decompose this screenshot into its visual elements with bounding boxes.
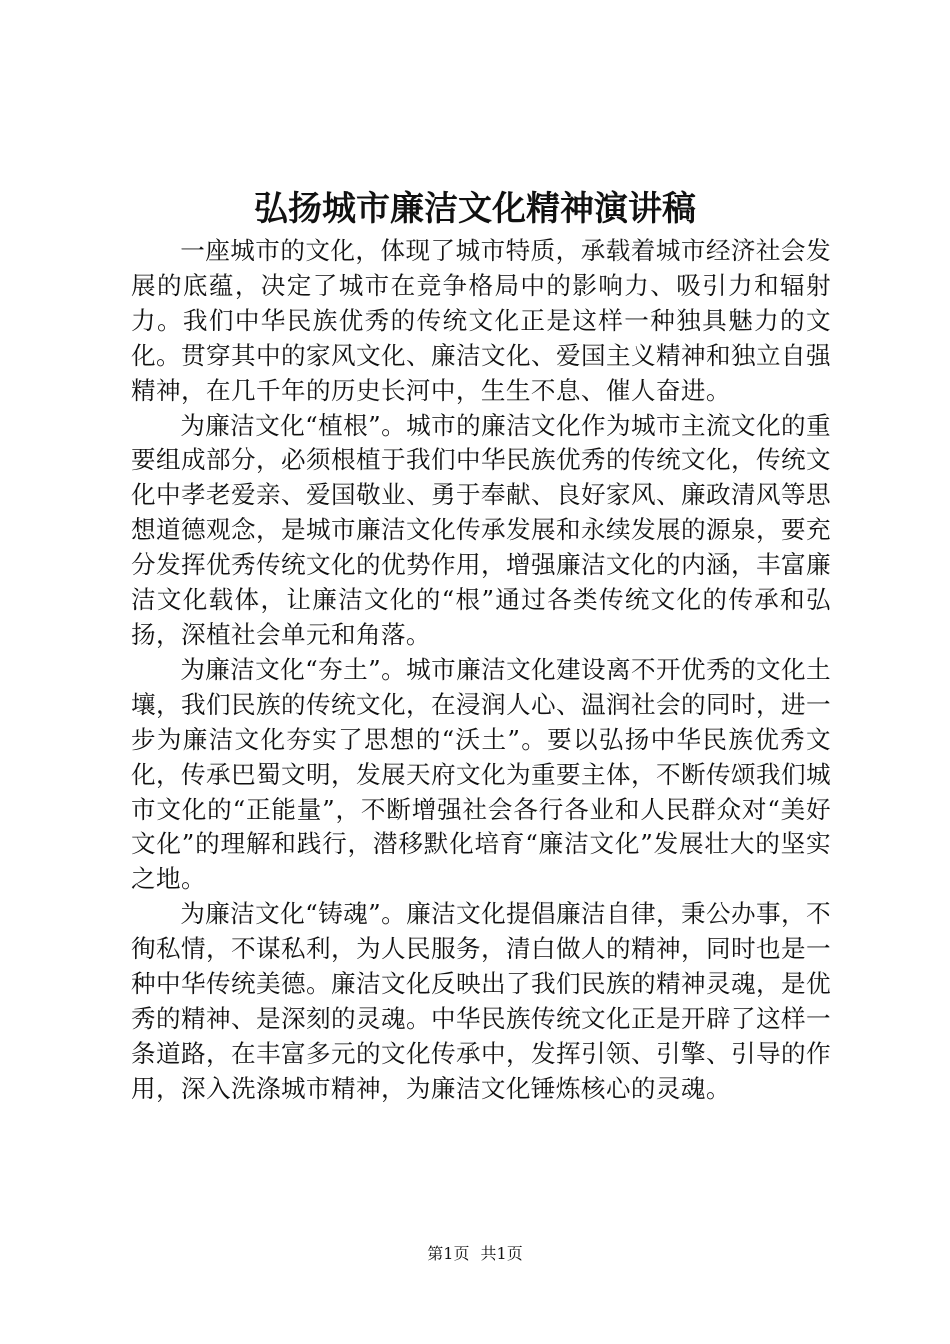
paragraph-3: 为廉洁文化“夯土”。城市廉洁文化建设离不开优秀的文化土壤，我们民族的传统文化，在浸润人心、温润社会的同时，进一步为廉洁文化夯实了思想的“沃土”。要以弘扬中华民族优秀文化，传承巴蜀文明，发展天府文化为重要主体，不断传颂我们城市文化的“正能量”，不断增强社会各行各业和人民群众对“美好文化”的理解和践行，潜移默化培育“廉洁文化”发展壮大的坚实之地。 xyxy=(131,654,831,894)
page-footer xyxy=(0,1243,950,1265)
document-body xyxy=(131,234,831,1107)
document-title: 弘扬城市廉洁文化精神演讲稿 xyxy=(254,189,696,229)
page-number-current: 第1页 xyxy=(427,1244,470,1263)
paragraph-2: 为廉洁文化“植根”。城市的廉洁文化作为城市主流文化的重要组成部分，必须根植于我们中华民族优秀的传统文化，传统文化中孝老爱亲、爱国敬业、勇于奉献、良好家风、廉政清风等思想道德观念，是城市廉洁文化传承发展和永续发展的源泉，要充分发挥优秀传统文化的优势作用，增强廉洁文化的内涵，丰富廉洁文化载体，让廉洁文化的“根”通过各类传统文化的传承和弘扬，深植社会单元和角落。 xyxy=(131,410,831,649)
paragraph-4: 为廉洁文化“铸魂”。廉洁文化提倡廉洁自律，秉公办事，不徇私情，不谋私利，为人民服务，清白做人的精神，同时也是一种中华传统美德。廉洁文化反映出了我们民族的精神灵魂，是优秀的精神、是深刻的灵魂。中华民族传统文化正是开辟了这样一条道路，在丰富多元的文化传承中，发挥引领、引擎、引导的作用，深入洗涤城市精神，为廉洁文化锤炼核心的灵魂。 xyxy=(131,899,831,1103)
paragraph-1: 一座城市的文化，体现了城市特质，承载着城市经济社会发展的底蕴，决定了城市在竞争格局中的影响力、吸引力和辐射力。我们中华民族优秀的传统文化正是这样一种独具魅力的文化。贯穿其中的家风文化、廉洁文化、爱国主义精神和独立自强精神，在几千年的历史长河中，生生不息、催人奋进。 xyxy=(131,236,831,405)
page-number-total: 共1页 xyxy=(480,1244,523,1263)
